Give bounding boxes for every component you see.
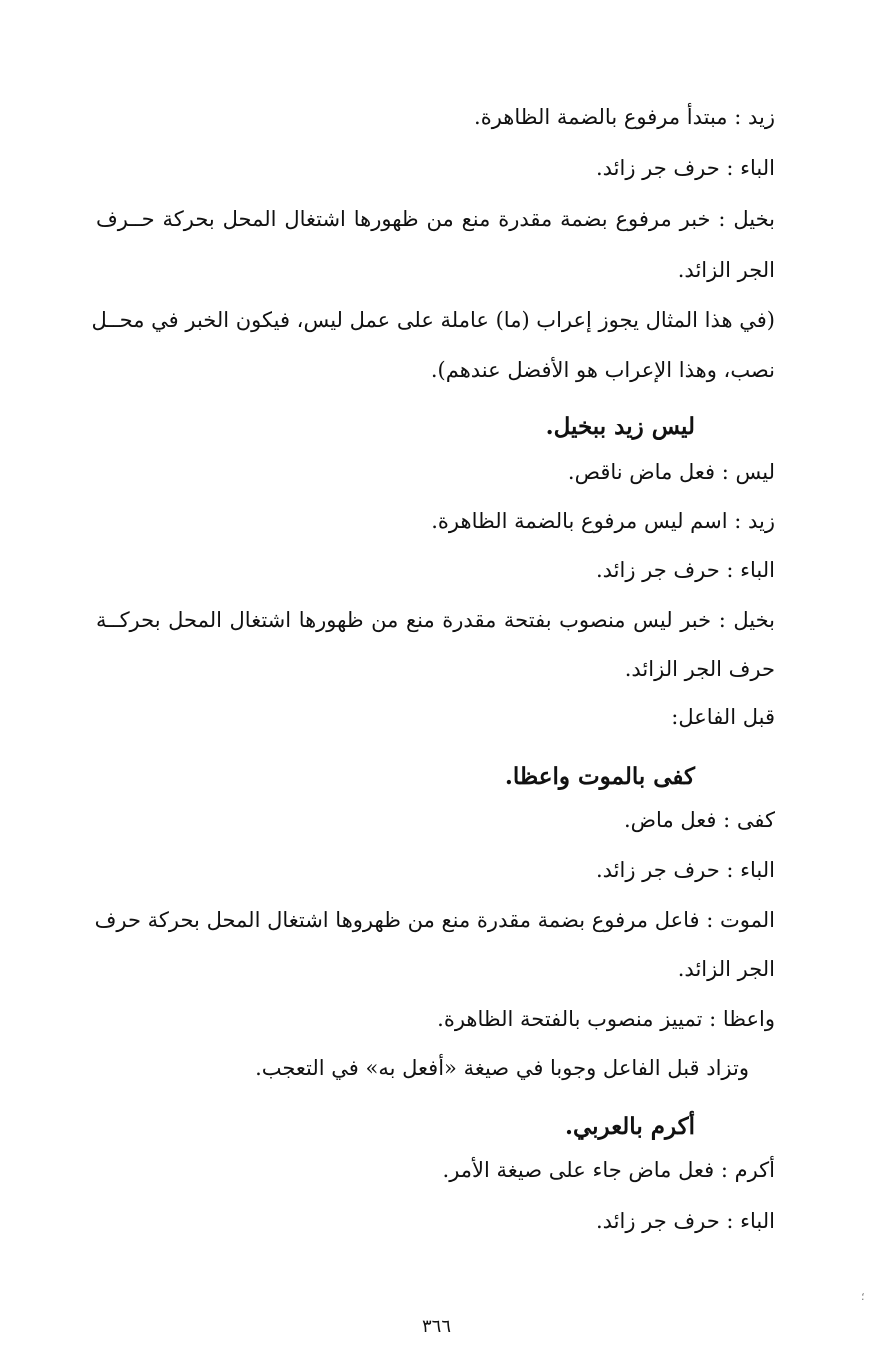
example-heading: ليس زيد ببخيل. [545,413,695,440]
text-line: واعظا : تمييز منصوب بالفتحة الظاهرة. [437,1007,775,1031]
text-line: زيد : اسم ليس مرفوع بالضمة الظاهرة. [431,509,775,533]
text-line: أكرم : فعل ماض جاء على صيغة الأمر. [442,1158,775,1182]
text-line: وتزاد قبل الفاعل وجوبا في صيغة «أفعل به» في التعجب. [255,1056,749,1080]
section-label: قبل الفاعل: [671,705,775,729]
text-line: الباء : حرف جر زائد. [595,558,775,582]
example-heading: كفى بالموت واعظا. [504,763,695,790]
example-heading: أكرم بالعربي. [564,1113,695,1140]
text-line: كفى : فعل ماض. [623,808,775,832]
text-line: الباء : حرف جر زائد. [595,1209,775,1233]
text-line: الجر الزائد. [677,258,775,282]
text-line: حرف الجر الزائد. [624,657,775,681]
text-line: ليس : فعل ماض ناقص. [567,460,775,484]
text-line: (في هذا المثال يجوز إعراب (ما) عاملة على عمل ليس، فيكون الخبر في محــل [91,308,775,332]
margin-mark: ؛ [861,1290,865,1303]
text-line: بخيل : خبر ليس منصوب بفتحة مقدرة منع من ظهورها اشتغال المحل بحركــة [96,608,775,632]
text-line: بخيل : خبر مرفوع بضمة مقدرة منع من ظهورها اشتغال المحل بحركة حــرف [96,207,775,231]
text-line: الموت : فاعل مرفوع بضمة مقدرة منع من ظهروها اشتغال المحل بحركة حرف [94,908,775,932]
text-line: زيد : مبتدأ مرفوع بالضمة الظاهرة. [474,105,775,129]
text-line: الباء : حرف جر زائد. [595,156,775,180]
text-line: نصب، وهذا الإعراب هو الأفضل عندهم). [430,358,775,382]
page-number: ٣٦٦ [421,1316,451,1337]
text-line: الجر الزائد. [677,957,775,981]
text-line: الباء : حرف جر زائد. [595,858,775,882]
